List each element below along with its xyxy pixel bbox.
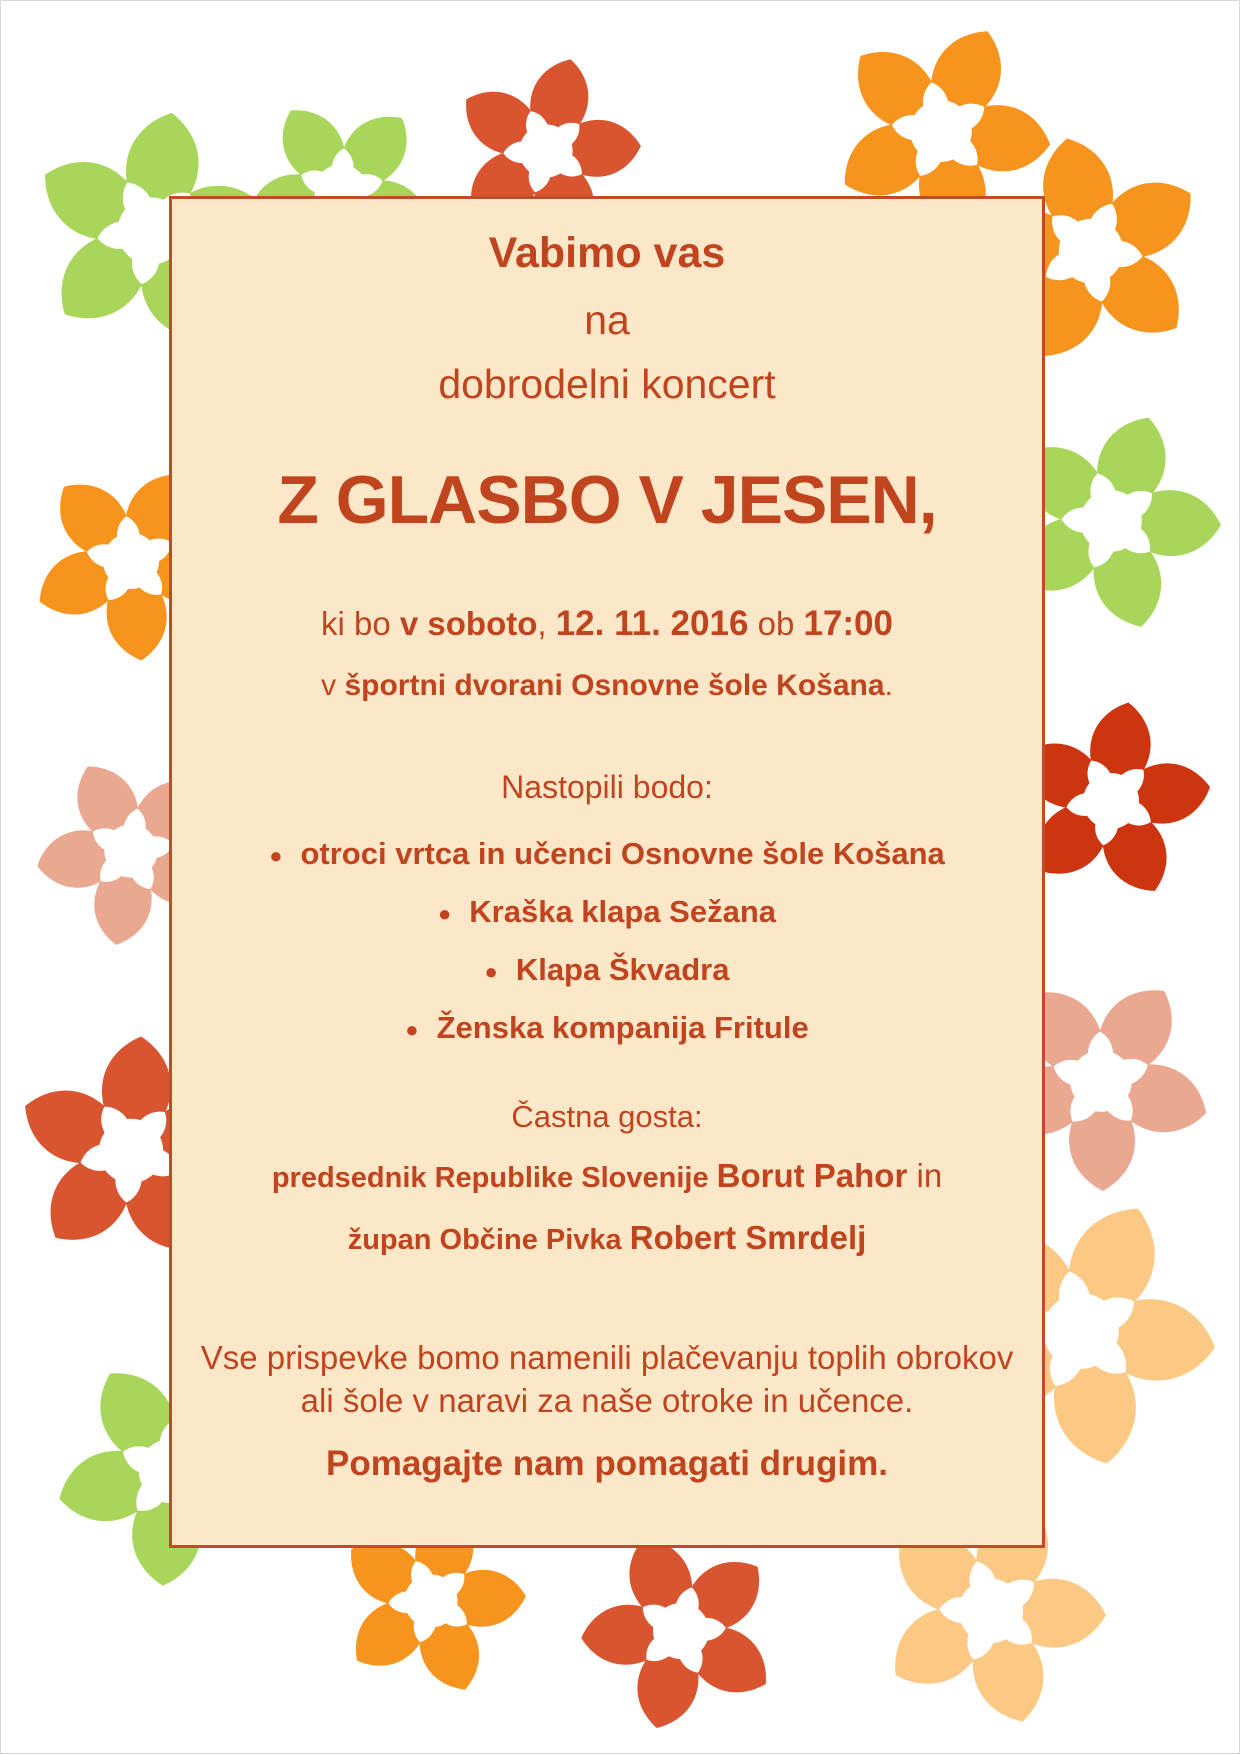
event-location bbox=[172, 669, 1042, 703]
when-mid: ob bbox=[748, 605, 804, 642]
performer-name: otroci vrtca in učenci Osnovne šole Košana bbox=[300, 836, 945, 871]
invitation-line-na: na bbox=[584, 297, 630, 343]
guest2-role: župan Občine Pivka bbox=[347, 1224, 630, 1256]
event-date-time bbox=[172, 604, 1042, 644]
guest-president bbox=[172, 1157, 1042, 1195]
guests-heading: Častna gosta: bbox=[511, 1099, 703, 1134]
guest-mayor bbox=[172, 1219, 1042, 1257]
performers-heading: Nastopili bodo: bbox=[501, 769, 713, 805]
performer-item bbox=[172, 941, 1042, 999]
closing-slogan: Pomagajte nam pomagati drugim. bbox=[325, 1444, 889, 1483]
performer-item bbox=[172, 999, 1042, 1057]
bullet-icon: ● bbox=[405, 1016, 419, 1042]
event-date: 12. 11. 2016 bbox=[555, 604, 749, 643]
bullet-icon: ● bbox=[484, 958, 498, 984]
event-time: 17:00 bbox=[803, 604, 893, 643]
donation-note-line2: ali šole v naravi za naše otroke in učence. bbox=[300, 1382, 914, 1419]
guest1-suffix: in bbox=[907, 1157, 943, 1194]
performer-item bbox=[172, 825, 1042, 883]
performers-list bbox=[172, 825, 1042, 1057]
invitation-heading: Vabimo vas bbox=[488, 229, 726, 277]
performer-name: Kraška klapa Sežana bbox=[469, 894, 777, 929]
guest1-role: predsednik Republike Slovenije bbox=[271, 1162, 717, 1194]
bullet-icon: ● bbox=[269, 842, 283, 868]
bullet-icon: ● bbox=[437, 900, 452, 926]
where-place: športni dvorani Osnovne šole Košana bbox=[344, 669, 885, 702]
where-prefix: v bbox=[321, 669, 345, 702]
event-title: Z GLASBO V JESEN, bbox=[277, 462, 937, 538]
when-day: v soboto bbox=[399, 605, 538, 642]
where-suffix: . bbox=[884, 669, 893, 702]
performer-name: Ženska kompanija Fritule bbox=[436, 1010, 809, 1045]
performer-item bbox=[172, 883, 1042, 941]
guest2-name: Robert Smrdelj bbox=[629, 1219, 867, 1256]
when-prefix: ki bo bbox=[321, 605, 400, 642]
guest1-name: Borut Pahor bbox=[716, 1157, 908, 1194]
invitation-card bbox=[169, 196, 1045, 1548]
invitation-concert-type: dobrodelni koncert bbox=[438, 361, 776, 407]
performer-name: Klapa Škvadra bbox=[515, 952, 730, 987]
donation-note-line1: Vse prispevke bomo namenili plačevanju toplih obrokov bbox=[200, 1339, 1014, 1376]
when-separator: , bbox=[537, 605, 556, 642]
